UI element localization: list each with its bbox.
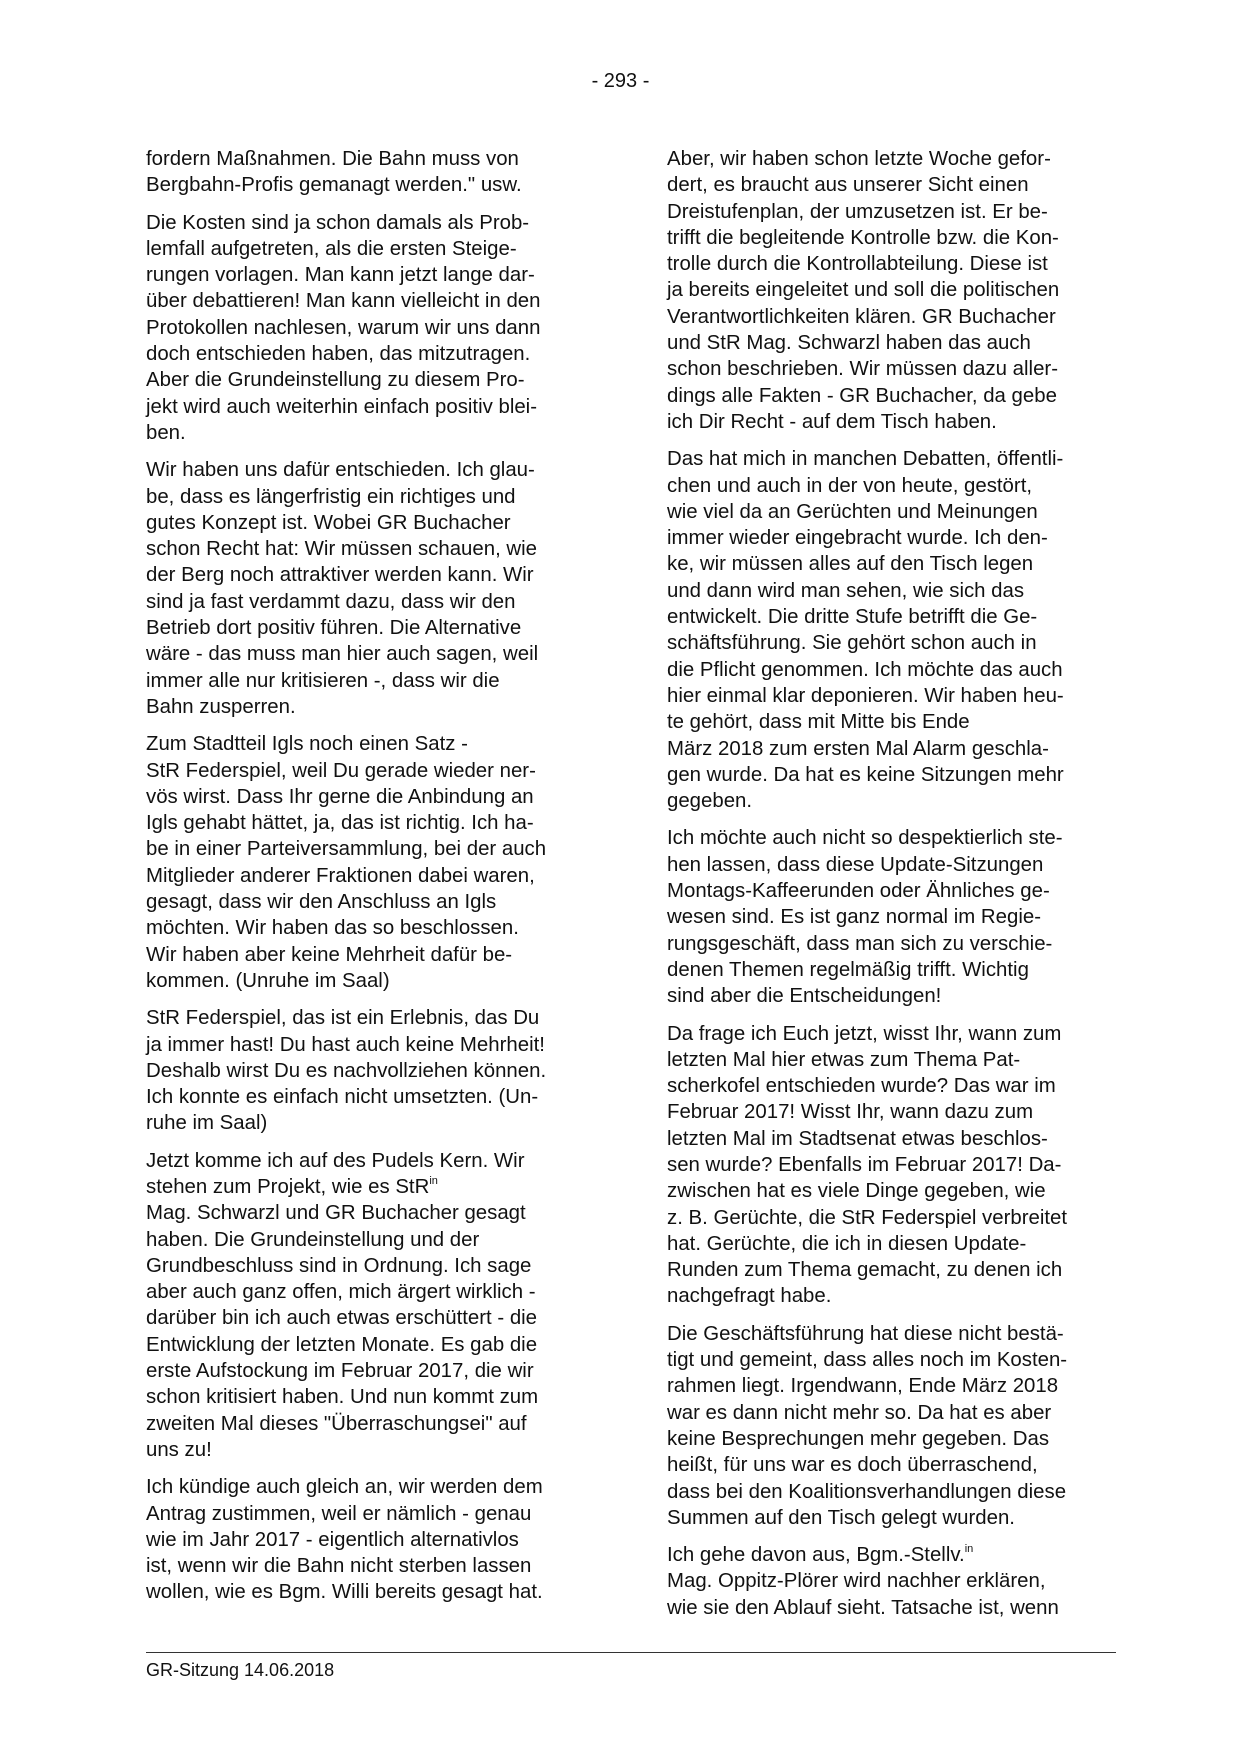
paragraph [667, 1021, 1123, 1310]
text-line: Betrieb dort positiv führen. Die Alternative [146, 617, 522, 640]
text-line: Grundbeschluss sind in Ordnung. Ich sage [146, 1254, 532, 1277]
text-line: kommen. (Unruhe im Saal) [146, 969, 390, 992]
text-line: ich Dir Recht - auf dem Tisch haben. [667, 410, 997, 433]
text-line: wie im Jahr 2017 - eigentlich alternativlos [146, 1528, 519, 1551]
text-line: jekt wird auch weiterhin einfach positiv blei- [146, 395, 538, 418]
paragraph [667, 1321, 1123, 1531]
text-line [667, 1542, 1123, 1568]
paragraph [667, 1542, 1123, 1621]
text-line: Runden zum Thema gemacht, zu denen ich [667, 1259, 1063, 1282]
text-line: vös wirst. Dass Ihr gerne die Anbindung an [146, 785, 534, 808]
text-line: dass bei den Koalitionsverhandlungen diese [667, 1480, 1067, 1503]
text-line: Deshalb wirst Du es nachvollziehen können. [146, 1059, 547, 1082]
text-line: Entwicklung der letzten Monate. Es gab die [146, 1333, 538, 1356]
left-column [146, 146, 602, 1617]
text-line: die Pflicht genommen. Ich möchte das auch [667, 658, 1063, 681]
paragraph [146, 210, 602, 447]
text-line: Wir haben uns dafür entschieden. Ich glau- [146, 459, 535, 482]
text-line: Mag. Oppitz-Plörer wird nachher erklären, [667, 1570, 1046, 1593]
text-line: darüber bin ich auch etwas erschüttert - die [146, 1307, 538, 1330]
text-line: chen und auch in der von heute, gestört, [667, 474, 1033, 497]
text-line: Montags-Kaffeerunden oder Ähnliches ge- [667, 880, 1050, 903]
text-line: und StR Mag. Schwarzl haben das auch [667, 332, 1031, 355]
text-line: Zum Stadtteil Igls noch einen Satz - [146, 733, 468, 756]
text-line: hat. Gerüchte, die ich in diesen Update- [667, 1232, 1027, 1255]
text-line: wollen, wie es Bgm. Willi bereits gesagt hat. [146, 1581, 543, 1604]
footer-session-date: GR-Sitzung 14.06.2018 [146, 1660, 335, 1680]
text-line: gesagt, dass wir den Anschluss an Igls [146, 891, 497, 914]
text-line: Aber, wir haben schon letzte Woche gefor- [667, 148, 1051, 170]
superscript: in [429, 1174, 438, 1187]
text-line: wie sie den Ablauf sieht. Tatsache ist, wenn [667, 1596, 1059, 1619]
text-line: rungsgeschäft, dass man sich zu verschie- [667, 932, 1053, 955]
text-line: ben. [146, 421, 186, 444]
text-line: Die Geschäftsführung hat diese nicht bestä- [667, 1322, 1064, 1345]
text-line: schon beschrieben. Wir müssen dazu aller- [667, 358, 1058, 381]
text-line: Da frage ich Euch jetzt, wisst Ihr, wann zum [667, 1022, 1062, 1045]
text-line: tigt und gemeint, dass alles noch im Kosten- [667, 1349, 1068, 1372]
text-line: Mitglieder anderer Fraktionen dabei waren, [146, 864, 535, 887]
text-line: Antrag zustimmen, weil er nämlich - genau [146, 1502, 532, 1525]
paragraph [667, 825, 1123, 1009]
text-line: ruhe im Saal) [146, 1112, 268, 1135]
text-line: heißt, für uns war es doch überraschend, [667, 1454, 1038, 1477]
text-line: immer alle nur kritisieren -, dass wir die [146, 669, 500, 692]
text-line: schon Recht hat: Wir müssen schauen, wie [146, 538, 537, 561]
text-line: te gehört, dass mit Mitte bis Ende [667, 711, 970, 734]
text-line: ja immer hast! Du hast auch keine Mehrheit! [146, 1033, 545, 1056]
paragraph [146, 1474, 602, 1605]
text-line: dert, es braucht aus unserer Sicht einen [667, 174, 1029, 197]
text-line: März 2018 zum ersten Mal Alarm geschla- [667, 737, 1049, 760]
text-line: nachgefragt habe. [667, 1285, 832, 1308]
text-fragment: Ich gehe davon aus, Bgm.-Stellv. [667, 1544, 965, 1567]
text-line: aber auch ganz offen, mich ärgert wirklich - [146, 1281, 536, 1304]
text-line: trifft die begleitende Kontrolle bzw. die Kon- [667, 226, 1059, 249]
text-line: hen lassen, dass diese Update-Sitzungen [667, 853, 1044, 876]
text-line: Ich konnte es einfach nicht umsetzten. (Un- [146, 1086, 539, 1109]
text-line: lemfall aufgetreten, als die ersten Steige- [146, 237, 517, 260]
text-line [146, 1174, 602, 1200]
paragraph [146, 1148, 602, 1464]
text-line: be, dass es längerfristig ein richtiges und [146, 485, 516, 508]
text-line: wesen sind. Es ist ganz normal im Regie- [667, 906, 1041, 929]
text-line: ke, wir müssen alles auf den Tisch legen [667, 553, 1034, 576]
text-line: haben. Die Grundeinstellung und der [146, 1228, 480, 1251]
text-line: fordern Maßnahmen. Die Bahn muss von [146, 148, 519, 170]
text-fragment: stehen zum Projekt, wie es StR [146, 1175, 430, 1198]
text-line: war es dann nicht mehr so. Da hat es aber [667, 1401, 1052, 1424]
text-line: dings alle Fakten - GR Buchacher, da gebe [667, 384, 1057, 407]
text-line: gegeben. [667, 790, 753, 813]
text-line: keine Besprechungen mehr gegeben. Das [667, 1427, 1050, 1450]
text-line: Verantwortlichkeiten klären. GR Buchacher [667, 305, 1056, 328]
text-line: wie viel da an Gerüchten und Meinungen [667, 500, 1038, 523]
text-line: StR Federspiel, das ist ein Erlebnis, das Du [146, 1007, 540, 1030]
text-line: der Berg noch attraktiver werden kann. Wir [146, 564, 534, 587]
text-line: Summen auf den Tisch gelegt wurden. [667, 1506, 1015, 1529]
text-line: scherkofel entschieden wurde? Das war im [667, 1075, 1056, 1098]
text-line: gutes Konzept ist. Wobei GR Buchacher [146, 511, 511, 534]
text-line: immer wieder eingebracht wurde. Ich den- [667, 527, 1048, 550]
text-fragment: Mag. Schwarzl und GR Buchacher gesagt [146, 1202, 526, 1225]
text-line: ist, wenn wir die Bahn nicht sterben lassen [146, 1555, 532, 1578]
text-line: Dreistufenplan, der umzusetzen ist. Er be- [667, 200, 1048, 223]
paragraph [146, 146, 602, 199]
text-line: gen wurde. Da hat es keine Sitzungen mehr [667, 763, 1064, 786]
text-line: Das hat mich in manchen Debatten, öffentli- [667, 448, 1064, 471]
paragraph [146, 731, 602, 994]
text-line: denen Themen regelmäßig trifft. Wichtig [667, 958, 1029, 981]
text-line: und dann wird man sehen, wie sich das [667, 579, 1025, 602]
superscript: in [964, 1543, 974, 1556]
text-line: Wir haben aber keine Mehrheit dafür be- [146, 943, 513, 966]
text-line: möchten. Wir haben das so beschlossen. [146, 917, 519, 940]
text-line: schäftsführung. Sie gehört schon auch in [667, 632, 1037, 655]
text-line: sen wurde? Ebenfalls im Februar 2017! Da- [667, 1153, 1062, 1176]
text-line: schon kritisiert haben. Und nun kommt zum [146, 1386, 539, 1409]
text-line: sind aber die Entscheidungen! [667, 985, 942, 1008]
text-line: zweiten Mal dieses "Überraschungsei" auf [146, 1412, 527, 1435]
text-line: Ich möchte auch nicht so despektierlich ste- [667, 827, 1063, 850]
text-line: Bergbahn-Profis gemanagt werden." usw. [146, 174, 522, 197]
text-line: Bahn zusperren. [146, 695, 296, 718]
right-column [667, 146, 1123, 1632]
text-line: ja bereits eingeleitet und soll die politischen [667, 279, 1060, 302]
text-line: letzten Mal hier etwas zum Thema Pat- [667, 1048, 1021, 1071]
text-line: doch entschieden haben, das mitzutragen. [146, 343, 531, 366]
text-line: uns zu! [146, 1438, 212, 1461]
text-line: rahmen liegt. Irgendwann, Ende März 2018 [667, 1375, 1059, 1398]
text-line: hier einmal klar deponieren. Wir haben heu- [667, 684, 1064, 707]
text-line: letzten Mal im Stadtsenat etwas beschlos- [667, 1127, 1048, 1150]
text-line: trolle durch die Kontrollabteilung. Diese ist [667, 253, 1048, 276]
paragraph [667, 446, 1123, 814]
text-line: erste Aufstockung im Februar 2017, die wir [146, 1360, 534, 1383]
text-line: StR Federspiel, weil Du gerade wieder ner- [146, 759, 536, 782]
paragraph [667, 146, 1123, 435]
text-line: über debattieren! Man kann vielleicht in den [146, 290, 541, 313]
text-line: Ich kündige auch gleich an, wir werden dem [146, 1476, 543, 1499]
text-line: be in einer Parteiversammlung, bei der auch [146, 838, 547, 861]
text-line: zwischen hat es viele Dinge gegeben, wie [667, 1180, 1046, 1203]
text-line: entwickelt. Die dritte Stufe betrifft die Ge- [667, 606, 1038, 629]
text-line: z. B. Gerüchte, die StR Federspiel verbreitet [667, 1206, 1068, 1229]
text-line: sind ja fast verdammt dazu, dass wir den [146, 590, 516, 613]
text-line: Jetzt komme ich auf des Pudels Kern. Wir [146, 1149, 525, 1172]
text-line [146, 1200, 602, 1226]
footer-divider [146, 1652, 1116, 1653]
text-line: Protokollen nachlesen, warum wir uns dann [146, 316, 541, 339]
text-line: Februar 2017! Wisst Ihr, wann dazu zum [667, 1101, 1034, 1124]
text-line: Die Kosten sind ja schon damals als Prob- [146, 211, 530, 234]
text-line: wäre - das muss man hier auch sagen, weil [146, 643, 539, 666]
text-line: Igls gehabt hättet, ja, das ist richtig. Ich ha- [146, 812, 534, 835]
text-line: Aber die Grundeinstellung zu diesem Pro- [146, 369, 525, 392]
paragraph [146, 457, 602, 720]
page-number: - 293 - [591, 70, 650, 92]
text-line: rungen vorlagen. Man kann jetzt lange dar- [146, 264, 535, 287]
paragraph [146, 1005, 602, 1136]
